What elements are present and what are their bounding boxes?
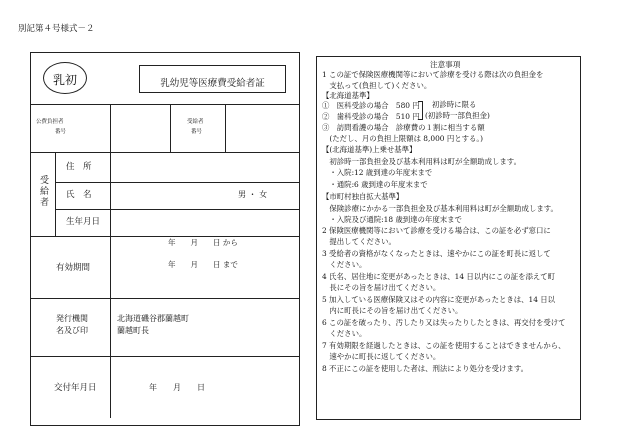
- issuer-label-2: 名及び印: [56, 326, 88, 335]
- note-line: 1 この証で保険医療機関等において診療を受ける際は次の負担金を: [322, 70, 544, 79]
- form-number-label: 別記第４号様式－２: [18, 24, 95, 34]
- note-line: 速やかに町長に返してください。: [322, 352, 441, 361]
- note-line: ① 医科受診の場合 580 円: [322, 101, 420, 110]
- recipient-number-label: 受給者: [187, 119, 204, 125]
- issue-date-label: 交付年月日: [54, 383, 97, 393]
- issuer-name: 北海道磯谷郡蘭越町: [117, 314, 189, 323]
- bracket-mark: [418, 101, 423, 120]
- note-line: 保険診療にかかる一部負担金及び基本利用料は町が全額助成します。: [322, 204, 558, 213]
- note-line: 【市町村独自拡大基準】: [322, 192, 404, 201]
- birthdate-label: 生年月日: [66, 217, 101, 227]
- insurer-number-label: 公費負担者: [36, 119, 64, 125]
- address-label: 住 所: [66, 162, 92, 172]
- validity-to: 年 月 日 まで: [168, 260, 238, 269]
- note-line: 初診時一部負担金及び基本利用料は町が全額助成します。: [322, 157, 521, 166]
- divider: [30, 104, 300, 105]
- divider: [30, 298, 300, 299]
- note-line: 5 加入している医療保険又はその内容に変更があったときは、14 日以: [322, 295, 556, 304]
- divider: [55, 209, 300, 210]
- seal-text: 乳初: [52, 73, 77, 87]
- note-line: 2 保険医療機関等において診療を受ける場合は、この証を必ず窓口に: [322, 226, 551, 235]
- note-line: 【北海道基準】: [322, 91, 374, 100]
- note-line: 長にその旨を届け出てください。: [322, 283, 441, 292]
- validity-label: 有効期間: [56, 263, 91, 273]
- issuer-title: 蘭越町長: [117, 326, 149, 335]
- issuer-label: 発行機関: [56, 314, 88, 323]
- bracket-note-2: (初診時一部負担金): [425, 111, 490, 120]
- seal-stamp: [43, 62, 87, 94]
- divider: [110, 104, 111, 152]
- note-line: 内に町長にその旨を届け出てください。: [322, 306, 463, 315]
- issue-date-value: 年 月 日: [149, 383, 205, 392]
- sex-options: 男 ・ 女: [238, 190, 268, 199]
- note-line: 支払って(負担して)ください。: [322, 81, 432, 90]
- note-line: 6 この証を破ったり、汚したり又は失ったりしたときは、再交付を受けて: [322, 318, 566, 327]
- validity-from: 年 月 日 から: [168, 238, 238, 247]
- note-line: ・入院及び通院:18 歳到達の年度末まで: [322, 215, 462, 224]
- note-line: 提出してください。: [322, 237, 396, 246]
- note-line: (ただし、月の負担上限額は 8,000 円とする。): [322, 134, 483, 143]
- name-label: 氏 名: [66, 190, 92, 200]
- divider: [55, 152, 56, 236]
- divider: [30, 236, 300, 237]
- note-line: 4 氏名、居住地に変更があったときは、14 日以内にこの証を添えて町: [322, 272, 556, 281]
- divider: [170, 104, 171, 152]
- bracket-note: 初診時に限る: [432, 100, 477, 109]
- divider: [55, 182, 300, 183]
- note-line: 7 有効期限を経過したときは、この証を使用することはできませんから、: [322, 341, 566, 350]
- note-line: 8 不正にこの証を使用した者は、刑法により処分を受けます。: [322, 364, 529, 373]
- recipient-side-label: 受給者: [38, 175, 48, 208]
- note-line: ください。: [322, 329, 367, 338]
- note-line: ② 歯科受診の場合 510 円: [322, 112, 420, 121]
- note-line: 3 受給者の資格がなくなったときは、速やかにこの証を町長に返して: [322, 249, 551, 258]
- divider: [30, 356, 300, 357]
- certificate-title: 乳幼児等医療費受給者証: [160, 78, 265, 89]
- note-line: 【(北海道基準)上乗せ基準】: [322, 145, 417, 154]
- divider: [30, 152, 300, 153]
- divider: [110, 152, 111, 418]
- certificate-card: [30, 52, 300, 426]
- note-line: ください。: [322, 260, 367, 269]
- notes-heading: 注意事項: [430, 60, 461, 69]
- recipient-number-label-2: 番号: [191, 129, 203, 135]
- note-line: ③ 訪問看護の場合 診療費の１割に相当する額: [322, 123, 485, 132]
- certificate-title-box: [139, 65, 286, 93]
- note-line: ・通院:6 歳到達の年度末まで: [322, 180, 428, 189]
- note-line: ・入院:12 歳到達の年度末まで: [322, 168, 433, 177]
- divider: [225, 104, 226, 152]
- insurer-number-label-2: 番号: [55, 129, 67, 135]
